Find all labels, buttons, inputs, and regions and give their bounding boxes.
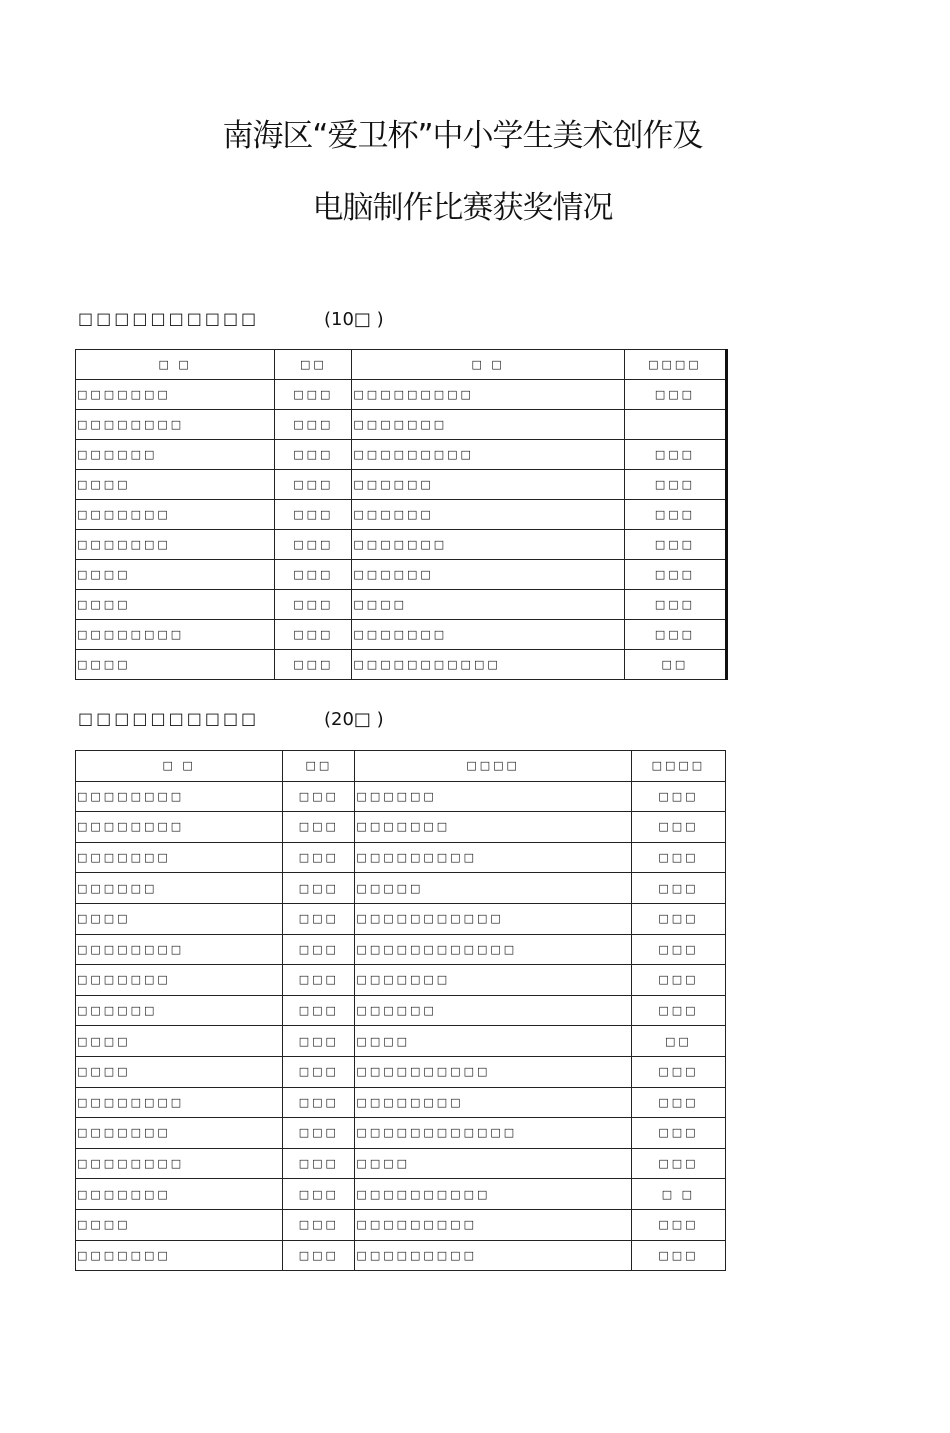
name-cell: □□□ xyxy=(283,1087,355,1118)
column-header: □□□□ xyxy=(624,350,726,380)
column-header: □ □ xyxy=(352,350,624,380)
title-cell: □□□□□□ xyxy=(352,470,624,500)
award-cell: □□□ xyxy=(631,1056,725,1087)
school-cell: □□□□□□□ xyxy=(76,1118,283,1149)
school-cell: □□□□□□□□ xyxy=(76,1148,283,1179)
award-cell: □□□ xyxy=(624,440,726,470)
section-1-label: □□□□□□□□□□ xyxy=(78,309,260,328)
school-cell: □□□□□□□ xyxy=(76,500,275,530)
title-cell: □□□□□□ xyxy=(352,560,624,590)
table-row xyxy=(76,560,727,590)
awards-table-2 xyxy=(75,750,726,1271)
school-cell: □□□□□□□ xyxy=(76,1240,283,1271)
table-row xyxy=(76,1240,726,1271)
table-row xyxy=(76,1026,726,1057)
table-row xyxy=(76,842,726,873)
school-cell: □□□□□□□□ xyxy=(76,1087,283,1118)
table-row xyxy=(76,903,726,934)
award-cell: □□□ xyxy=(624,560,726,590)
table-row xyxy=(76,1056,726,1087)
section-1-count: (10□ ) xyxy=(324,309,384,330)
document-title-line-1: 南海区“爱卫杯”中小学生美术创作及 xyxy=(222,118,703,154)
school-cell: □□□□ xyxy=(76,470,275,500)
award-cell: □□□ xyxy=(631,995,725,1026)
title-cell: □□□□□□□ xyxy=(355,965,631,996)
name-cell: □□□ xyxy=(275,650,352,680)
name-cell: □□□ xyxy=(283,1118,355,1149)
name-cell: □□□ xyxy=(283,995,355,1026)
school-cell: □□□□□□□□ xyxy=(76,410,275,440)
name-cell: □□□ xyxy=(283,1148,355,1179)
award-cell: □□□ xyxy=(631,812,725,843)
table-row xyxy=(76,650,727,680)
table-row xyxy=(76,995,726,1026)
name-cell: □□□ xyxy=(283,903,355,934)
school-cell: □□□□□□ xyxy=(76,440,275,470)
school-cell: □□□□□□□ xyxy=(76,380,275,410)
title-cell: □□□□□□□ xyxy=(352,410,624,440)
name-cell: □□□ xyxy=(283,965,355,996)
school-cell: □□□□□□□□ xyxy=(76,781,283,812)
title-cell: □□□□ xyxy=(352,590,624,620)
name-cell: □□□ xyxy=(275,470,352,500)
title-cell: □□□□□□□□□□□□ xyxy=(355,934,631,965)
school-cell: □□□□□□□□ xyxy=(76,934,283,965)
school-cell: □□□□ xyxy=(76,560,275,590)
school-cell: □□□□ xyxy=(76,650,275,680)
title-cell: □□□□□□□□□ xyxy=(352,440,624,470)
table-row xyxy=(76,440,727,470)
award-cell: □□□ xyxy=(631,934,725,965)
award-cell: □□□ xyxy=(631,1087,725,1118)
title-cell: □□□□□□ xyxy=(355,995,631,1026)
name-cell: □□□ xyxy=(283,934,355,965)
name-cell: □□□ xyxy=(275,380,352,410)
title-cell: □□□□□□□□□ xyxy=(355,1209,631,1240)
title-cell: □□□□□□ xyxy=(352,500,624,530)
title-cell: □□□□□□□□□ xyxy=(355,1240,631,1271)
award-cell: □□ xyxy=(624,650,726,680)
name-cell: □□□ xyxy=(275,410,352,440)
column-header: □ □ xyxy=(76,350,275,380)
award-cell: □□□ xyxy=(624,530,726,560)
school-cell: □□□□□□□ xyxy=(76,842,283,873)
name-cell: □□□ xyxy=(275,440,352,470)
document-title-line-2: 电脑制作比赛获奖情况 xyxy=(312,190,613,226)
name-cell: □□□ xyxy=(283,1026,355,1057)
award-cell: □□□ xyxy=(624,590,726,620)
award-cell: □□□ xyxy=(631,1240,725,1271)
title-cell: □□□□□□□ xyxy=(355,812,631,843)
school-cell: □□□□□□□ xyxy=(76,530,275,560)
table-row xyxy=(76,470,727,500)
award-cell: □□□ xyxy=(631,965,725,996)
title-cell: □□□□□□□□□□ xyxy=(355,1056,631,1087)
table-row xyxy=(76,1148,726,1179)
table-row xyxy=(76,1087,726,1118)
school-cell: □□□□□□□ xyxy=(76,965,283,996)
school-cell: □□□□□□□ xyxy=(76,1179,283,1210)
name-cell: □□□ xyxy=(283,1056,355,1087)
name-cell: □□□ xyxy=(283,873,355,904)
award-cell: □□□ xyxy=(624,470,726,500)
name-cell: □□□ xyxy=(275,530,352,560)
school-cell: □□□□ xyxy=(76,1056,283,1087)
table-row xyxy=(76,590,727,620)
school-cell: □□□□ xyxy=(76,1209,283,1240)
table-row xyxy=(76,380,727,410)
title-cell: □□□□□□□ xyxy=(352,620,624,650)
title-cell: □□□□□□ xyxy=(355,781,631,812)
table-row xyxy=(76,500,727,530)
title-cell: □□□□□□□□ xyxy=(355,1087,631,1118)
title-cell: □□□□ xyxy=(355,1026,631,1057)
table-header-row xyxy=(76,751,726,782)
table-row xyxy=(76,1179,726,1210)
award-cell: □□□ xyxy=(631,842,725,873)
column-header: □□□□ xyxy=(631,751,725,782)
name-cell: □□□ xyxy=(283,842,355,873)
table-row xyxy=(76,934,726,965)
school-cell: □□□□ xyxy=(76,903,283,934)
name-cell: □□□ xyxy=(283,781,355,812)
table-row xyxy=(76,873,726,904)
name-cell: □□□ xyxy=(275,620,352,650)
award-cell: □□□ xyxy=(624,620,726,650)
table-row xyxy=(76,530,727,560)
award-cell xyxy=(624,410,726,440)
title-cell: □□□□□□□□□□□□ xyxy=(355,1118,631,1149)
column-header: □□□□ xyxy=(355,751,631,782)
school-cell: □□□□□□□□ xyxy=(76,812,283,843)
school-cell: □□□□□□ xyxy=(76,873,283,904)
table-row xyxy=(76,781,726,812)
award-cell: □□□ xyxy=(624,380,726,410)
school-cell: □□□□□□□□ xyxy=(76,620,275,650)
table-row xyxy=(76,812,726,843)
name-cell: □□□ xyxy=(283,1240,355,1271)
name-cell: □□□ xyxy=(275,560,352,590)
name-cell: □□□ xyxy=(283,812,355,843)
name-cell: □□□ xyxy=(275,500,352,530)
award-cell: □□□ xyxy=(631,1118,725,1149)
column-header: □ □ xyxy=(76,751,283,782)
title-cell: □□□□□ xyxy=(355,873,631,904)
award-cell: □□□ xyxy=(631,1209,725,1240)
name-cell: □□□ xyxy=(283,1179,355,1210)
school-cell: □□□□□□ xyxy=(76,995,283,1026)
title-cell: □□□□□□□□□□ xyxy=(355,1179,631,1210)
title-cell: □□□□□□□□□□□ xyxy=(355,903,631,934)
title-cell: □□□□ xyxy=(355,1148,631,1179)
name-cell: □□□ xyxy=(283,1209,355,1240)
table-row xyxy=(76,1118,726,1149)
award-cell: □□□ xyxy=(631,1148,725,1179)
column-header: □□ xyxy=(283,751,355,782)
award-cell: □□□ xyxy=(631,903,725,934)
column-header: □□ xyxy=(275,350,352,380)
table-row xyxy=(76,965,726,996)
section-2-count: (20□ ) xyxy=(324,709,384,730)
table-header-row xyxy=(76,350,727,380)
award-cell: □□□ xyxy=(631,781,725,812)
award-cell: □□ xyxy=(631,1026,725,1057)
awards-table-1 xyxy=(75,349,728,680)
name-cell: □□□ xyxy=(275,590,352,620)
table-row xyxy=(76,620,727,650)
title-cell: □□□□□□□□□ xyxy=(352,380,624,410)
school-cell: □□□□ xyxy=(76,590,275,620)
section-2-label: □□□□□□□□□□ xyxy=(78,709,260,728)
school-cell: □□□□ xyxy=(76,1026,283,1057)
title-cell: □□□□□□□□□□□ xyxy=(352,650,624,680)
award-cell: □□□ xyxy=(631,873,725,904)
title-cell: □□□□□□□ xyxy=(352,530,624,560)
title-cell: □□□□□□□□□ xyxy=(355,842,631,873)
award-cell: □□□ xyxy=(624,500,726,530)
table-row xyxy=(76,1209,726,1240)
award-cell: □ □ xyxy=(631,1179,725,1210)
table-row xyxy=(76,410,727,440)
